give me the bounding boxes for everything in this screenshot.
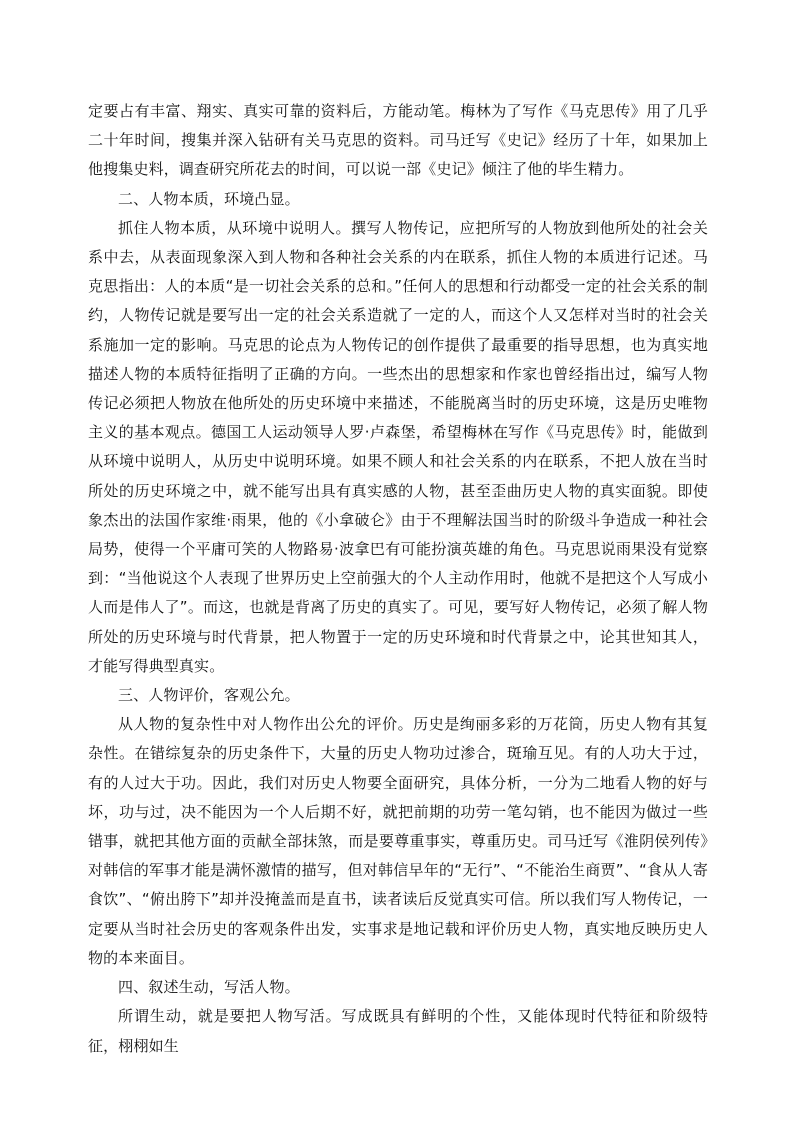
document-body [88,97,708,1061]
body-paragraph: 从人物的复杂性中对人物作出公允的评价。历史是绚丽多彩的万花筒，历史人物有其复杂性。在错综复杂的历史条件下，大量的历史人物功过渗合，斑瑜互见。有的人功大于过，有的人过大于功。因此，我们对历史人物要全面研究，具体分析，一分为二地看人物的好与坏，功与过，决不能因为一个人后期不好，就把前期的功劳一笔勾销，也不能因为做过一些错事，就把其他方面的贡献全部抹煞，而是要尊重事实，尊重历史。司马迁写《淮阴侯列传》对韩信的军事才能是满怀激情的描写，但对韩信早年的“无行”、“不能治生商贾”、“食从人寄食饮”、“俯出胯下”却并没掩盖而是直书，读者读后反觉真实可信。所以我们写人物传记，一定要从当时社会历史的客观条件出发，实事求是地记载和评价历史人物，真实地反映历史人物的本来面目。 [88,715,708,967]
body-paragraph: 抓住人物本质，从环境中说明人。撰写人物传记，应把所写的人物放到他所处的社会关系中去，从表面现象深入到人物和各种社会关系的内在联系，抓住人物的本质进行记述。马克思指出：人的本质“是一切社会关系的总和。”任何人的思想和行动都受一定的社会关系的制约，人物传记就是要写出一定的社会关系造就了一定的人，而这个人又怎样对当时的社会关系施加一定的影响。马克思的论点为人物传记的创作提供了最重要的指导思想，也为真实地描述人物的本质特征指明了正确的方向。一些杰出的思想家和作家也曾经指出过，编写人物传记必须把人物放在他所处的历史环境中来描述，不能脱离当时的历史环境，这是历史唯物主义的基本观点。德国工人运动领导人罗·卢森堡，希望梅林在写作《马克思传》时，能做到从环境中说明人，从历史中说明环境。如果不顾人和社会关系的内在联系，不把人放在当时所处的历史环境之中，就不能写出具有真实感的人物，甚至歪曲历史人物的真实面貌。即使象杰出的法国作家维·雨果，他的《小拿破仑》由于不理解法国当时的阶级斗争造成一种社会局势，使得一个平庸可笑的人物路易·波拿巴有可能扮演英雄的角色。马克思说雨果没有觉察到：“当他说这个人表现了世界历史上空前强大的个人主动作用时，他就不是把这个人写成小人而是伟人了”。而这，也就是背离了历史的真实了。可见，要写好人物传记，必须了解人物所处的历史环境与时代背景，把人物置于一定的历史环境和时代背景之中，论其世知其人，才能写得典型真实。 [88,218,708,675]
body-paragraph: 定要占有丰富、翔实、真实可靠的资料后，方能动笔。梅林为了写作《马克思传》用了几乎二十年时间，搜集并深入钻研有关马克思的资料。司马迁写《史记》经历了十年，如果加上他搜集史料，调查研究所花去的时间，可以说一部《史记》倾注了他的毕生精力。 [88,102,708,179]
section-heading: 四、叙述生动，写活人物。 [118,978,300,997]
section-heading: 二、人物本质，环境凸显。 [118,189,300,208]
body-paragraph: 所谓生动，就是要把人物写活。写成既具有鲜明的个性，又能体现时代特征和阶级特征，栩栩如生 [88,1007,708,1055]
section-heading: 三、人物评价，客观公允。 [118,686,300,705]
